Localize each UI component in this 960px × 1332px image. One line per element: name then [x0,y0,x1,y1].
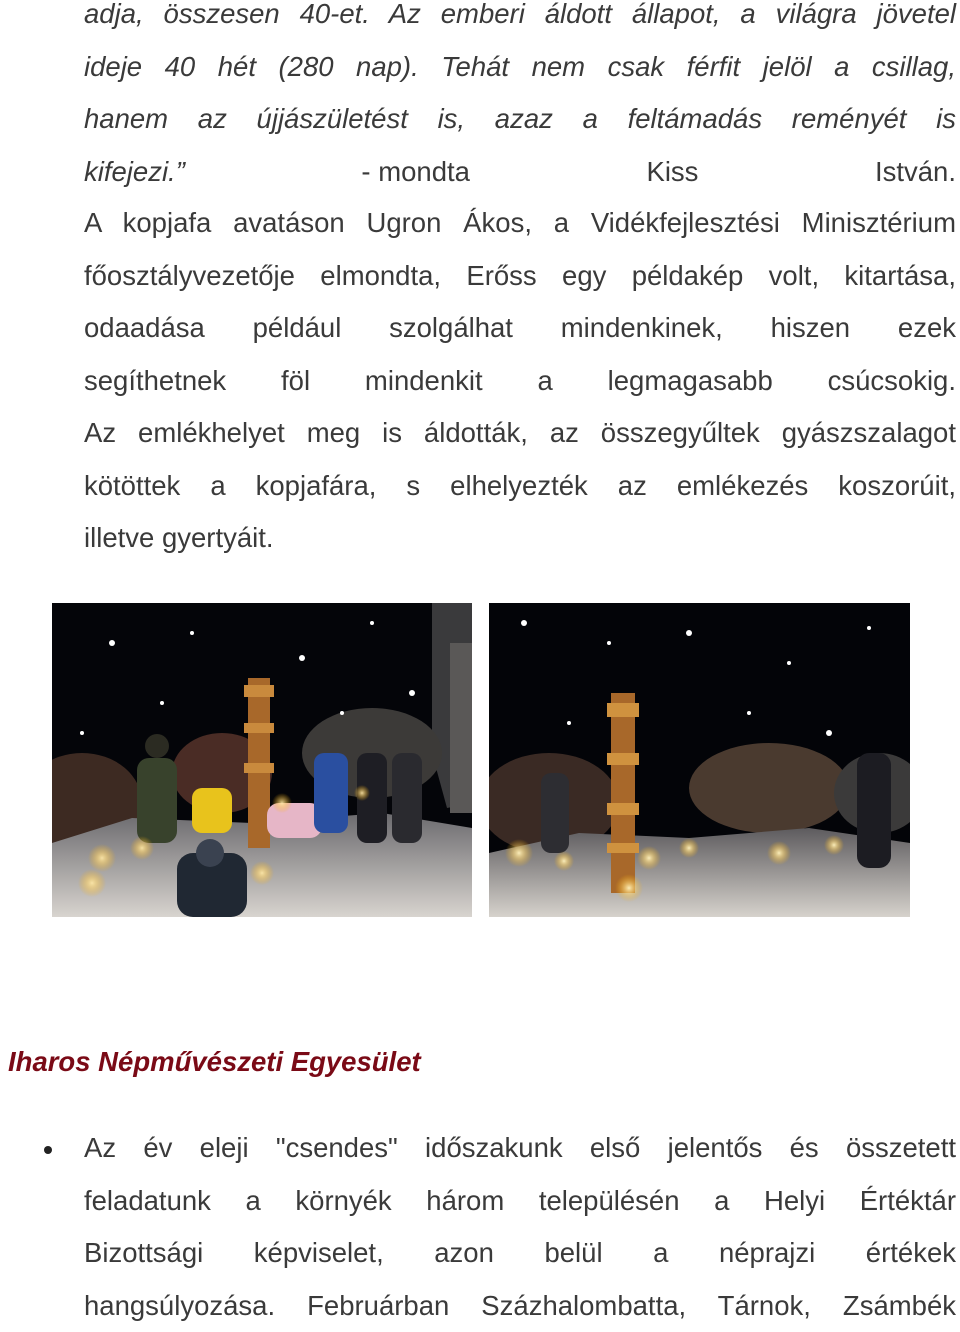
section-heading: Iharos Népművészeti Egyesület [8,1046,421,1078]
text-line: illetve gyertyáit. [84,512,956,565]
text-line: adja, összesen 40-et. Az emberi áldott állapot, a világra jövetel [84,0,956,41]
bullet-point-icon [44,1146,52,1154]
text-line: hanem az újjászületést is, azaz a feltámadás reményét is [84,93,956,146]
text-line: Az év eleji "csendes" időszakunk első jelentős és összetett [84,1122,956,1175]
text-line: feladatunk a környék három településén a Helyi Értéktár [84,1175,956,1228]
text-line: segíthetnek föl mindenkit a legmagasabb csúcsokig. [84,355,956,408]
intro-paragraph [84,0,956,198]
photo-kopjafa-ceremony-crowd [52,603,472,917]
text-line: hangsúlyozása. Februárban Százhalombatta, Tárnok, Zsámbék [84,1280,956,1332]
text-line: A kopjafa avatáson Ugron Ákos, a Vidékfejlesztési Minisztérium [84,197,956,250]
attribution-surname: Kiss [646,146,698,199]
quote-attribution-line [84,146,956,199]
attribution-said: - mondta [361,146,470,199]
quote-end: kifejezi.” [84,146,185,199]
text-line: Bizottsági képviselet, azon belül a néprajzi értékek [84,1227,956,1280]
text-line: odaadása például szolgálhat mindenkinek, hiszen ezek [84,302,956,355]
text-line: ideje 40 hét (280 nap). Tehát nem csak férfit jelöl a csillag, [84,41,956,94]
text-line: Az emlékhelyet meg is áldották, az összegyűltek gyászszalagot [84,407,956,460]
text-line: főosztályvezetője elmondta, Erőss egy példakép volt, kitartása, [84,250,956,303]
photo-illustration [489,603,910,917]
attribution-firstname: István. [875,146,956,199]
photo-illustration [52,603,472,917]
photo-kopjafa-candles [489,603,910,917]
body-paragraph [84,197,956,565]
text-line: kötöttek a kopjafára, s elhelyezték az emlékezés koszorúit, [84,460,956,513]
list-item [84,1122,956,1332]
